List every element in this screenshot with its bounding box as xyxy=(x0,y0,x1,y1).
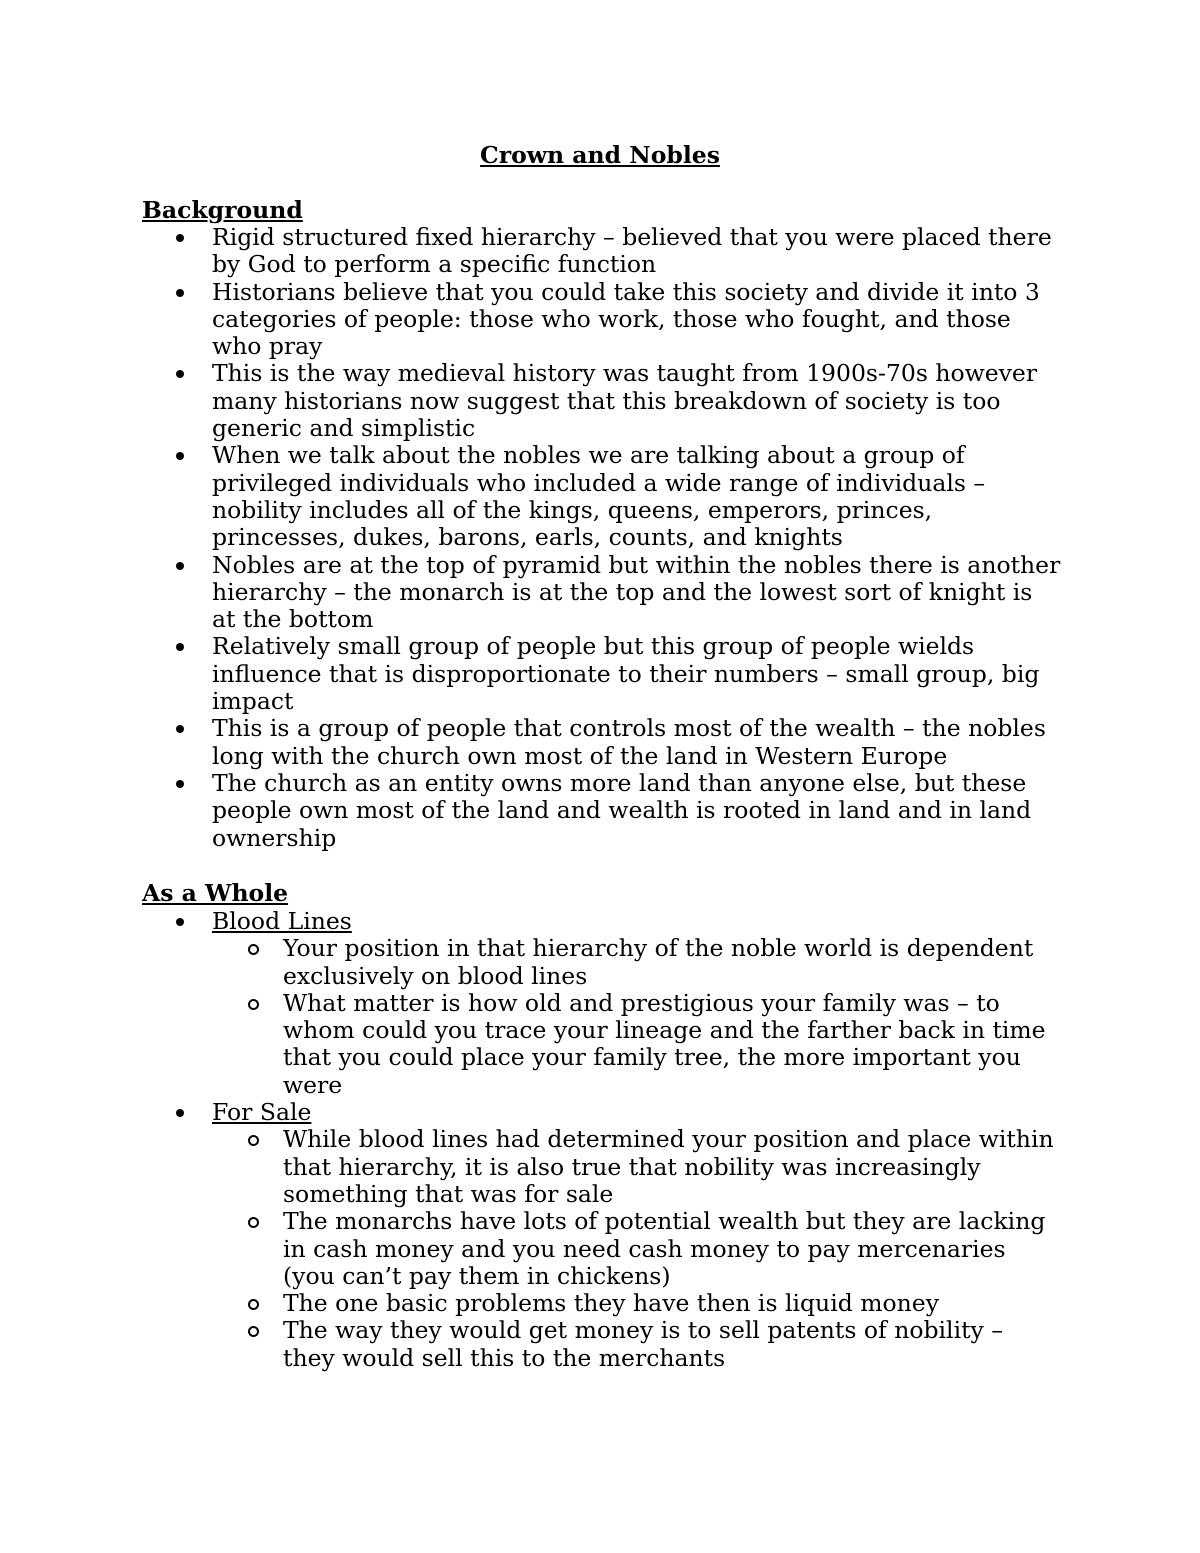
list-item xyxy=(142,360,1062,442)
document-title: Crown and Nobles xyxy=(480,141,720,169)
bullet-icon xyxy=(176,780,184,788)
bullet-icon xyxy=(176,643,184,651)
hollow-bullet-icon xyxy=(248,1135,259,1146)
section-heading-as-a-whole: As a Whole xyxy=(142,879,289,907)
list-item xyxy=(142,442,1062,551)
sub-list-item-text: What matter is how old and prestigious your family was – to whom could you trace your lineage and the farther back in time that you could place your family tree, the more important you were xyxy=(283,988,1046,1099)
sub-list-item-text: The one basic problems they have then is liquid money xyxy=(283,1289,939,1318)
sub-list-item-text: Your position in that hierarchy of the noble world is dependent exclusively on blood lines xyxy=(283,934,1034,990)
sub-list-item xyxy=(212,1317,1062,1372)
hollow-bullet-icon xyxy=(248,1299,259,1310)
sub-list-item xyxy=(212,1126,1062,1208)
bullet-icon xyxy=(176,562,184,570)
list-item xyxy=(142,279,1062,361)
list-item-text: Relatively small group of people but this group of people wields influence that is disproportionate to their numbers – small group, big impact xyxy=(212,632,1040,716)
hollow-bullet-icon xyxy=(248,1326,259,1337)
bullet-icon xyxy=(176,370,184,378)
list-item-text: When we talk about the nobles we are talking about a group of privileged individuals who included a wide range of individuals – nobility includes all of the kings, queens, emperors, princes, princesses, dukes, barons, earls, counts, and knights xyxy=(212,441,986,552)
list-item-text: The church as an entity owns more land than anyone else, but these people own most of the land and wealth is rooted in land and in land ownership xyxy=(212,768,1032,852)
section-heading-background: Background xyxy=(142,196,303,224)
list-item xyxy=(142,552,1062,634)
subsection-label-blood-lines: Blood Lines xyxy=(212,907,352,935)
list-item xyxy=(142,224,1062,279)
list-item-text: Historians believe that you could take this society and divide it into 3 categories of people: those who work, those who fought, and those who pray xyxy=(212,277,1040,361)
bullet-icon xyxy=(176,1109,184,1117)
list-item-text: Rigid structured fixed hierarchy – believed that you were placed there by God to perform a specific function xyxy=(212,223,1052,279)
hollow-bullet-icon xyxy=(248,999,259,1010)
list-item xyxy=(142,770,1062,852)
blood-lines-sublist xyxy=(212,935,1062,1099)
list-item-text: This is the way medieval history was taught from 1900s-70s however many historians now suggest that this breakdown of society is too generic and simplistic xyxy=(212,359,1038,443)
sub-list-item xyxy=(212,1290,1062,1317)
list-item-blood-lines xyxy=(142,908,1062,1099)
list-item xyxy=(142,715,1062,770)
subsection-label-for-sale: For Sale xyxy=(212,1098,312,1127)
bullet-icon xyxy=(176,918,184,926)
list-item xyxy=(142,633,1062,715)
as-a-whole-bullet-list xyxy=(142,908,1062,1372)
sub-list-item xyxy=(212,935,1062,990)
hollow-bullet-icon xyxy=(248,1217,259,1228)
hollow-bullet-icon xyxy=(248,944,259,955)
list-item-text: This is a group of people that controls most of the wealth – the nobles long with the church own most of the land in Western Europe xyxy=(212,714,1046,770)
list-item-for-sale xyxy=(142,1099,1062,1372)
bullet-icon xyxy=(176,452,184,460)
bullet-icon xyxy=(176,289,184,297)
bullet-icon xyxy=(176,725,184,733)
bullet-icon xyxy=(176,234,184,242)
for-sale-sublist xyxy=(212,1126,1062,1372)
sub-list-item xyxy=(212,1208,1062,1290)
sub-list-item-text: While blood lines had determined your position and place within that hierarchy, it is also true that nobility was increasingly something that was for sale xyxy=(283,1125,1054,1208)
sub-list-item-text: The way they would get money is to sell patents of nobility – they would sell this to the merchants xyxy=(283,1316,1004,1372)
list-item-text: Nobles are at the top of pyramid but within the nobles there is another hierarchy – the monarch is at the top and the lowest sort of knight is at the bottom xyxy=(212,550,1061,634)
background-bullet-list xyxy=(142,224,1062,852)
sub-list-item xyxy=(212,990,1062,1099)
sub-list-item-text: The monarchs have lots of potential wealth but they are lacking in cash money and you need cash money to pay mercenaries (you can’t pay them in chickens) xyxy=(283,1207,1046,1290)
